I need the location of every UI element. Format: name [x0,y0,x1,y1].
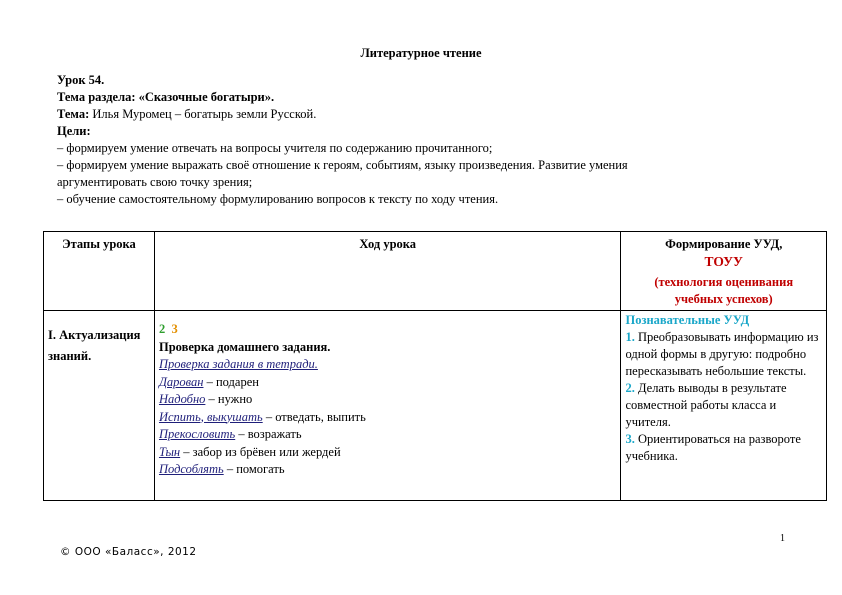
col-stages-header: Этапы урока [44,232,155,311]
uud-cell [621,311,827,501]
vocab-item: Подсоблять – помогать [158,462,285,476]
col-progress-header: Ход урока [154,232,621,311]
lesson-topic: Тема: Илья Муромец – богатырь земли Русской. [57,107,317,121]
notebook-check: Проверка задания в тетради. [158,357,318,371]
lesson-table [43,231,827,501]
goal-line: – формируем умение отвечать на вопросы учителя по содержанию прочитанного; [57,141,493,155]
lesson-number: Урок 54. [57,73,105,87]
table-header-row [44,232,827,311]
goal-line: – обучение самостоятельному формулированию вопросов к тексту по ходу чтения. [57,192,499,206]
table-row [44,311,827,501]
vocab-item: Надобно – нужно [158,392,253,406]
goal-line: – формируем умение выражать своё отношение к героям, событиям, языку произведения. Развитие умения [57,158,628,172]
vocab-item: Прекословить – возражать [158,427,302,441]
goals-label: Цели: [57,124,91,138]
page-title: Литературное чтение [360,46,482,60]
lesson-header [57,72,777,208]
progress-cell [154,311,621,501]
uud-item: 2. Делать выводы в результате совместной работы класса и учителя. [625,381,787,429]
stage-cell [44,311,155,501]
uud-title: Познавательные УУД [625,313,750,327]
col-uud-header: Формирование УУД, ТОУУ (технология оценивания учебных успехов) [621,232,827,311]
goal-line: аргументировать свою точку зрения; [57,175,253,189]
vocab-item: Тын – забор из брёвен или жердей [158,444,341,459]
homework-check-title: Проверка домашнего задания. [158,339,331,354]
stage-label: I. Актуализация знаний. [48,328,141,363]
marks: 2 3 [158,322,178,336]
vocab-item: Дарован – подарен [158,374,259,389]
section-topic: Тема раздела: «Сказочные богатыри». [57,90,275,104]
uud-item: 3. Ориентироваться на развороте учебника. [625,432,801,463]
page-number: 1 [780,533,785,544]
uud-item: 1. Преобразовывать информацию из одной формы в другую: подробно пересказывать небольшие тексты. [625,330,819,378]
vocab-item: Испить, выкушать – отведать, выпить [158,409,366,424]
copyright-footer: © ООО «Баласс», 2012 [60,546,197,558]
